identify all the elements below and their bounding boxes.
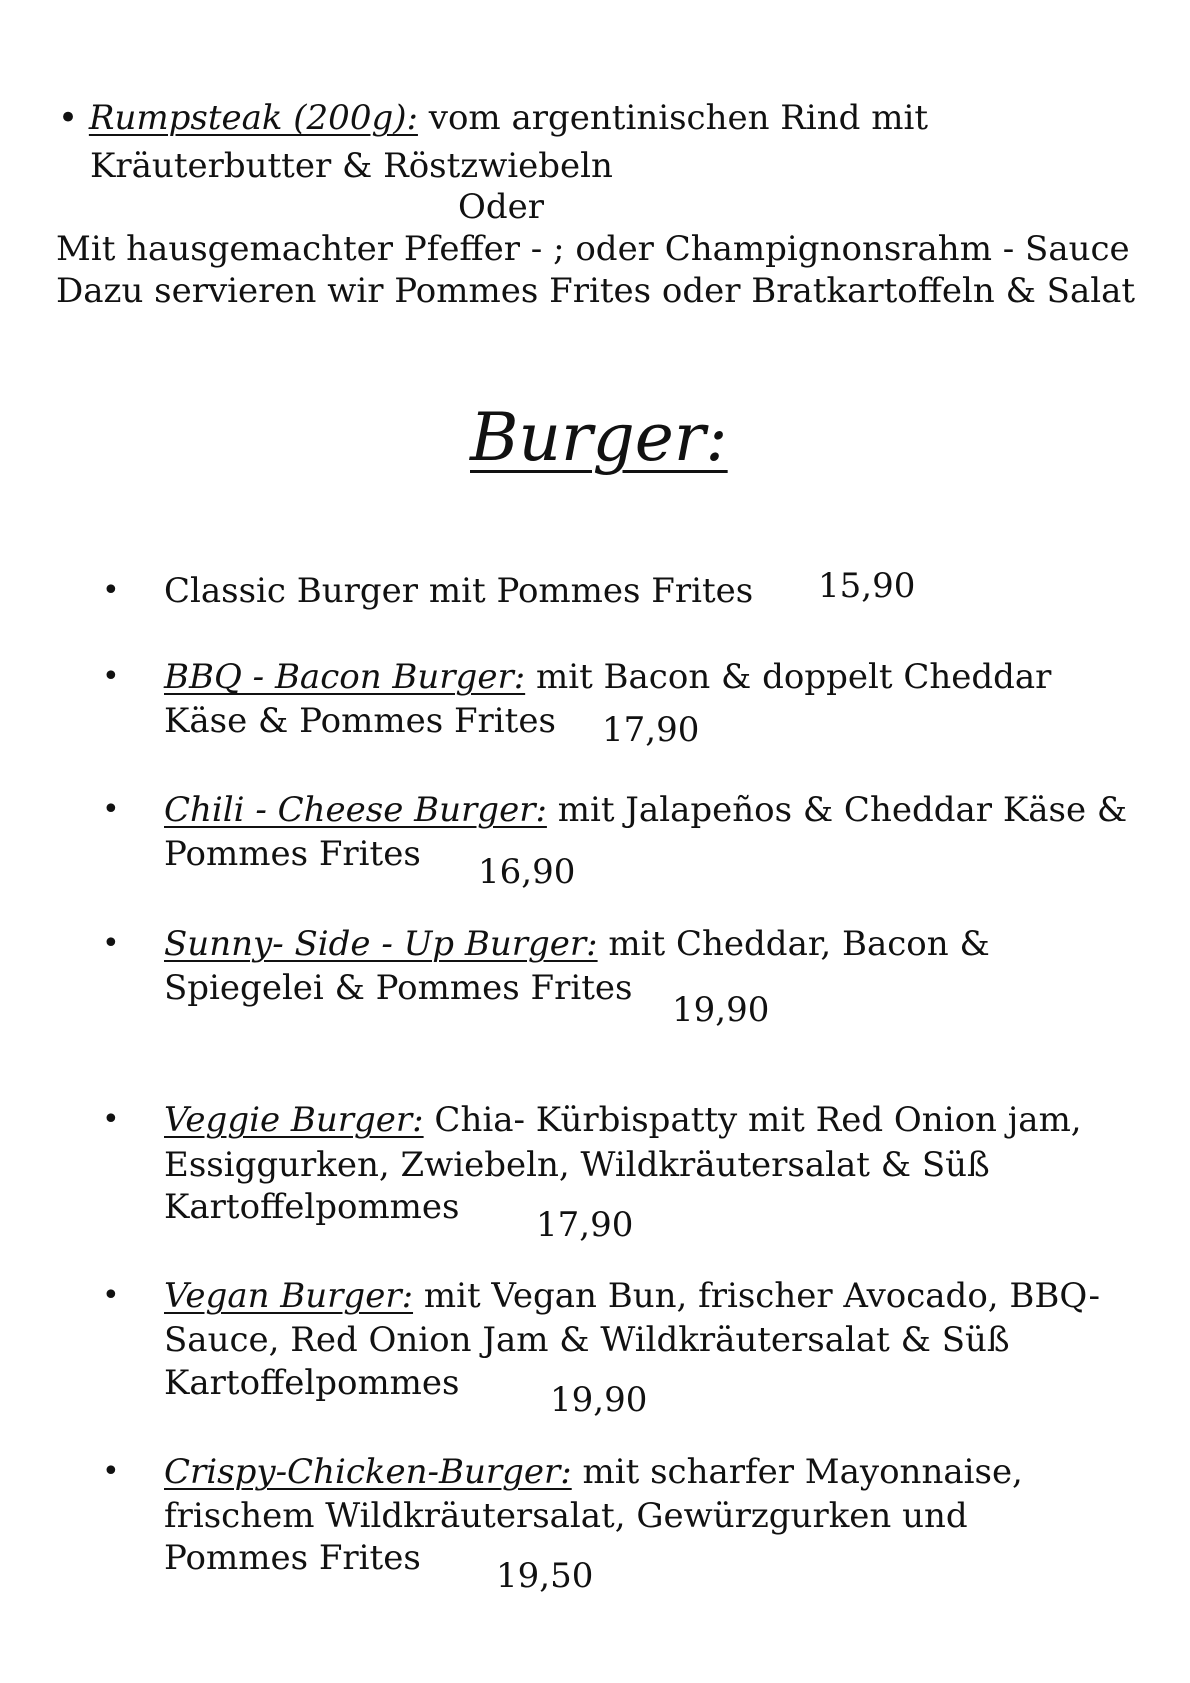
item-line-1 <box>164 1276 1100 1316</box>
section-title: Burger: <box>470 399 728 476</box>
item-name: Veggie Burger: <box>164 1100 424 1140</box>
rumpsteak-sides: Dazu servieren wir Pommes Frites oder Bratkartoffeln & Salat <box>56 271 1136 311</box>
rumpsteak-desc-1: vom argentinischen Rind mit <box>417 98 929 138</box>
item-name: Chili - Cheese Burger: <box>164 790 547 830</box>
item-price: 17,90 <box>602 710 700 750</box>
item-line-1 <box>164 924 990 964</box>
item-line-1 <box>164 790 1127 830</box>
item-line-1 <box>164 1100 1082 1140</box>
item-price: 15,90 <box>818 566 916 606</box>
bullet: • <box>102 1278 120 1313</box>
item-price: 17,90 <box>536 1205 634 1245</box>
item-line-1 <box>164 1452 1023 1492</box>
item-line-1 <box>164 657 1051 697</box>
item-line-3: Pommes Frites <box>164 1538 421 1578</box>
item-price: 19,90 <box>550 1380 648 1420</box>
item-line-2: frischem Wildkräutersalat, Gewürzgurken und <box>164 1496 968 1536</box>
item-desc: mit Vegan Bun, frischer Avocado, BBQ- <box>413 1276 1100 1316</box>
bullet: • <box>102 573 120 608</box>
rumpsteak-or: Oder <box>458 187 545 227</box>
rumpsteak-sauce: Mit hausgemachter Pfeffer - ; oder Champignonsrahm - Sauce <box>56 229 1130 269</box>
item-name: Crispy-Chicken-Burger: <box>164 1452 572 1492</box>
item-name: Sunny- Side - Up Burger: <box>164 924 598 964</box>
item-line-2: Sauce, Red Onion Jam & Wildkräutersalat & Süß <box>164 1320 1010 1360</box>
bullet: • <box>102 659 120 694</box>
item-desc: Chia- Kürbispatty mit Red Onion jam, <box>423 1100 1082 1140</box>
item-price: 19,50 <box>496 1556 594 1596</box>
item-desc: mit scharfer Mayonnaise, <box>571 1452 1023 1492</box>
item-line-2: Essiggurken, Zwiebeln, Wildkräutersalat & Süß <box>164 1145 990 1185</box>
item-line-3: Kartoffelpommes <box>164 1187 460 1227</box>
bullet: • <box>102 792 120 827</box>
rumpsteak-line-1 <box>58 98 928 138</box>
item-name: Vegan Burger: <box>164 1276 414 1316</box>
rumpsteak-line-2: Kräuterbutter & Röstzwiebeln <box>90 146 613 186</box>
bullet: • <box>102 1102 120 1137</box>
item-desc: mit Jalapeños & Cheddar Käse & <box>546 790 1128 830</box>
item-line-2: Spiegelei & Pommes Frites <box>164 968 633 1008</box>
item-line-2: Käse & Pommes Frites <box>164 701 556 741</box>
item-desc: mit Cheddar, Bacon & <box>597 924 990 964</box>
item-name: BBQ - Bacon Burger: <box>164 657 526 697</box>
rumpsteak-name: Rumpsteak (200g): <box>88 98 418 138</box>
item-line-2: Pommes Frites <box>164 834 421 874</box>
item-price: 19,90 <box>672 990 770 1030</box>
bullet: • <box>58 98 79 138</box>
item-price: 16,90 <box>478 852 576 892</box>
item-line-3: Kartoffelpommes <box>164 1363 460 1403</box>
bullet: • <box>102 926 120 961</box>
item-desc: mit Bacon & doppelt Cheddar <box>525 657 1052 697</box>
item-line-1: Classic Burger mit Pommes Frites <box>164 571 754 611</box>
bullet: • <box>102 1454 120 1489</box>
